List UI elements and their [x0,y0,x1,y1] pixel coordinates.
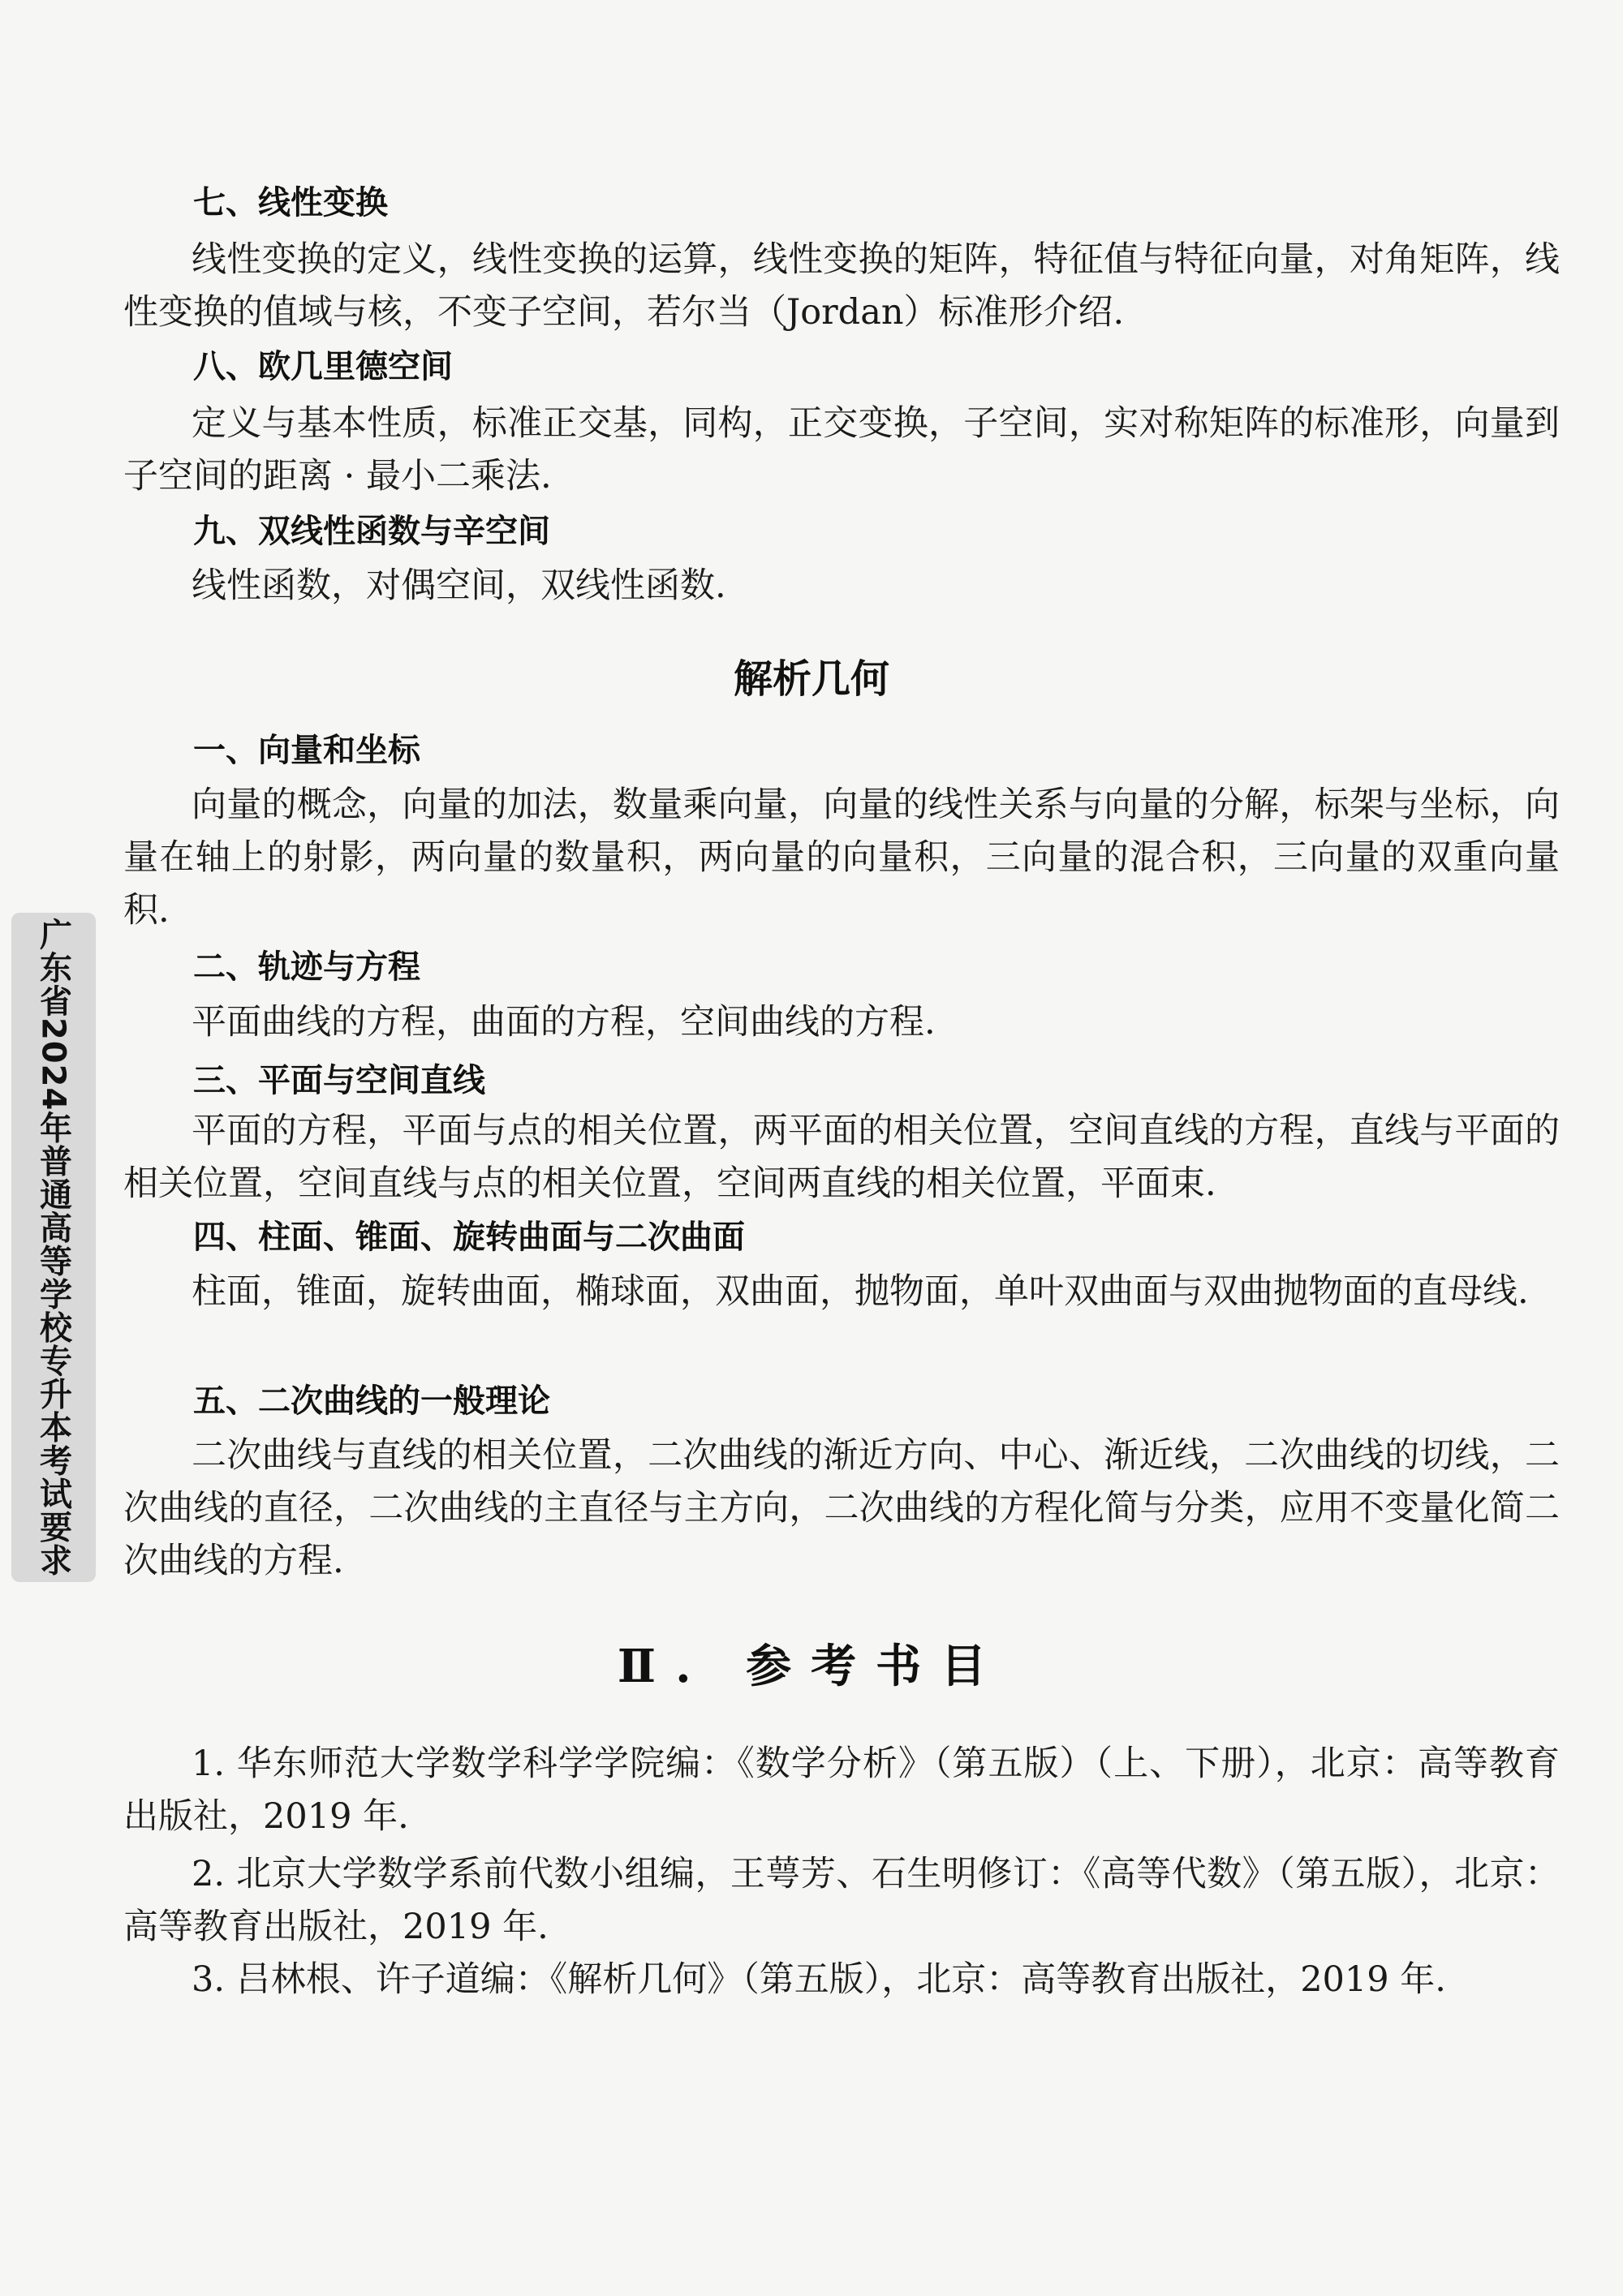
side-tab-label: 广东省2024年普通高等学校专升本考试要求 [34,918,72,1577]
section-heading-locus: 二、轨迹与方程 [193,948,420,986]
side-tab [11,913,96,1582]
section-heading-bilinear: 九、双线性函数与辛空间 [193,513,550,550]
reference-item: 2. 北京大学数学系前代数小组编，王萼芳、石生明修订：《高等代数》（第五版），北京：高等教育出版社，2019 年. [123,1854,1560,1947]
reference-item: 3. 吕林根、许子道编：《解析几何》（第五版），北京：高等教育出版社，2019 年. [192,1959,1446,2000]
section-heading-conics: 五、二次曲线的一般理论 [193,1382,550,1420]
section-text-conics: 二次曲线与直线的相关位置，二次曲线的渐近方向、中心、渐近线，二次曲线的切线，二次曲线的直径，二次曲线的主直径与主方向，二次曲线的方程化简与分类，应用不变量化简二次曲线的方程. [123,1435,1560,1581]
section-heading-planes-lines: 三、平面与空间直线 [193,1062,485,1099]
section-text-bilinear: 线性函数，对偶空间，双线性函数. [192,565,726,606]
references-title: Ⅱ. 参考书目 [617,1640,1006,1693]
section-heading-vectors: 一、向量和坐标 [193,732,420,769]
reference-item: 1. 华东师范大学数学科学学院编：《数学分析》（第五版）（上、下册），北京：高等教育出版社，2019 年. [123,1743,1560,1837]
section-text-surfaces: 柱面，锥面，旋转曲面，椭球面，双曲面，抛物面，单叶双曲面与双曲抛物面的直母线. [192,1271,1529,1312]
analytic-geometry-title: 解析几何 [733,656,889,702]
section-text-euclidean-space: 定义与基本性质，标准正交基，同构，正交变换，子空间，实对称矩阵的标准形，向量到子空间的距离 · 最小二乘法. [123,403,1560,497]
section-text-locus: 平面曲线的方程，曲面的方程，空间曲线的方程. [192,1002,936,1043]
section-text-linear-transformation: 线性变换的定义，线性变换的运算，线性变换的矩阵，特征值与特征向量，对角矩阵，线性变换的值域与核，不变子空间，若尔当（Jordan）标准形介绍. [123,239,1560,333]
section-text-vectors: 向量的概念，向量的加法，数量乘向量，向量的线性关系与向量的分解，标架与坐标，向量在轴上的射影，两向量的数量积，两向量的向量积，三向量的混合积，三向量的双重向量积. [123,785,1560,931]
section-heading-surfaces: 四、柱面、锥面、旋转曲面与二次曲面 [193,1219,745,1256]
section-heading-linear-transformation: 七、线性变换 [193,184,388,221]
section-text-planes-lines: 平面的方程，平面与点的相关位置，两平面的相关位置，空间直线的方程，直线与平面的相关位置，空间直线与点的相关位置，空间两直线的相关位置，平面束. [123,1111,1560,1204]
section-heading-euclidean-space: 八、欧几里德空间 [193,348,453,385]
